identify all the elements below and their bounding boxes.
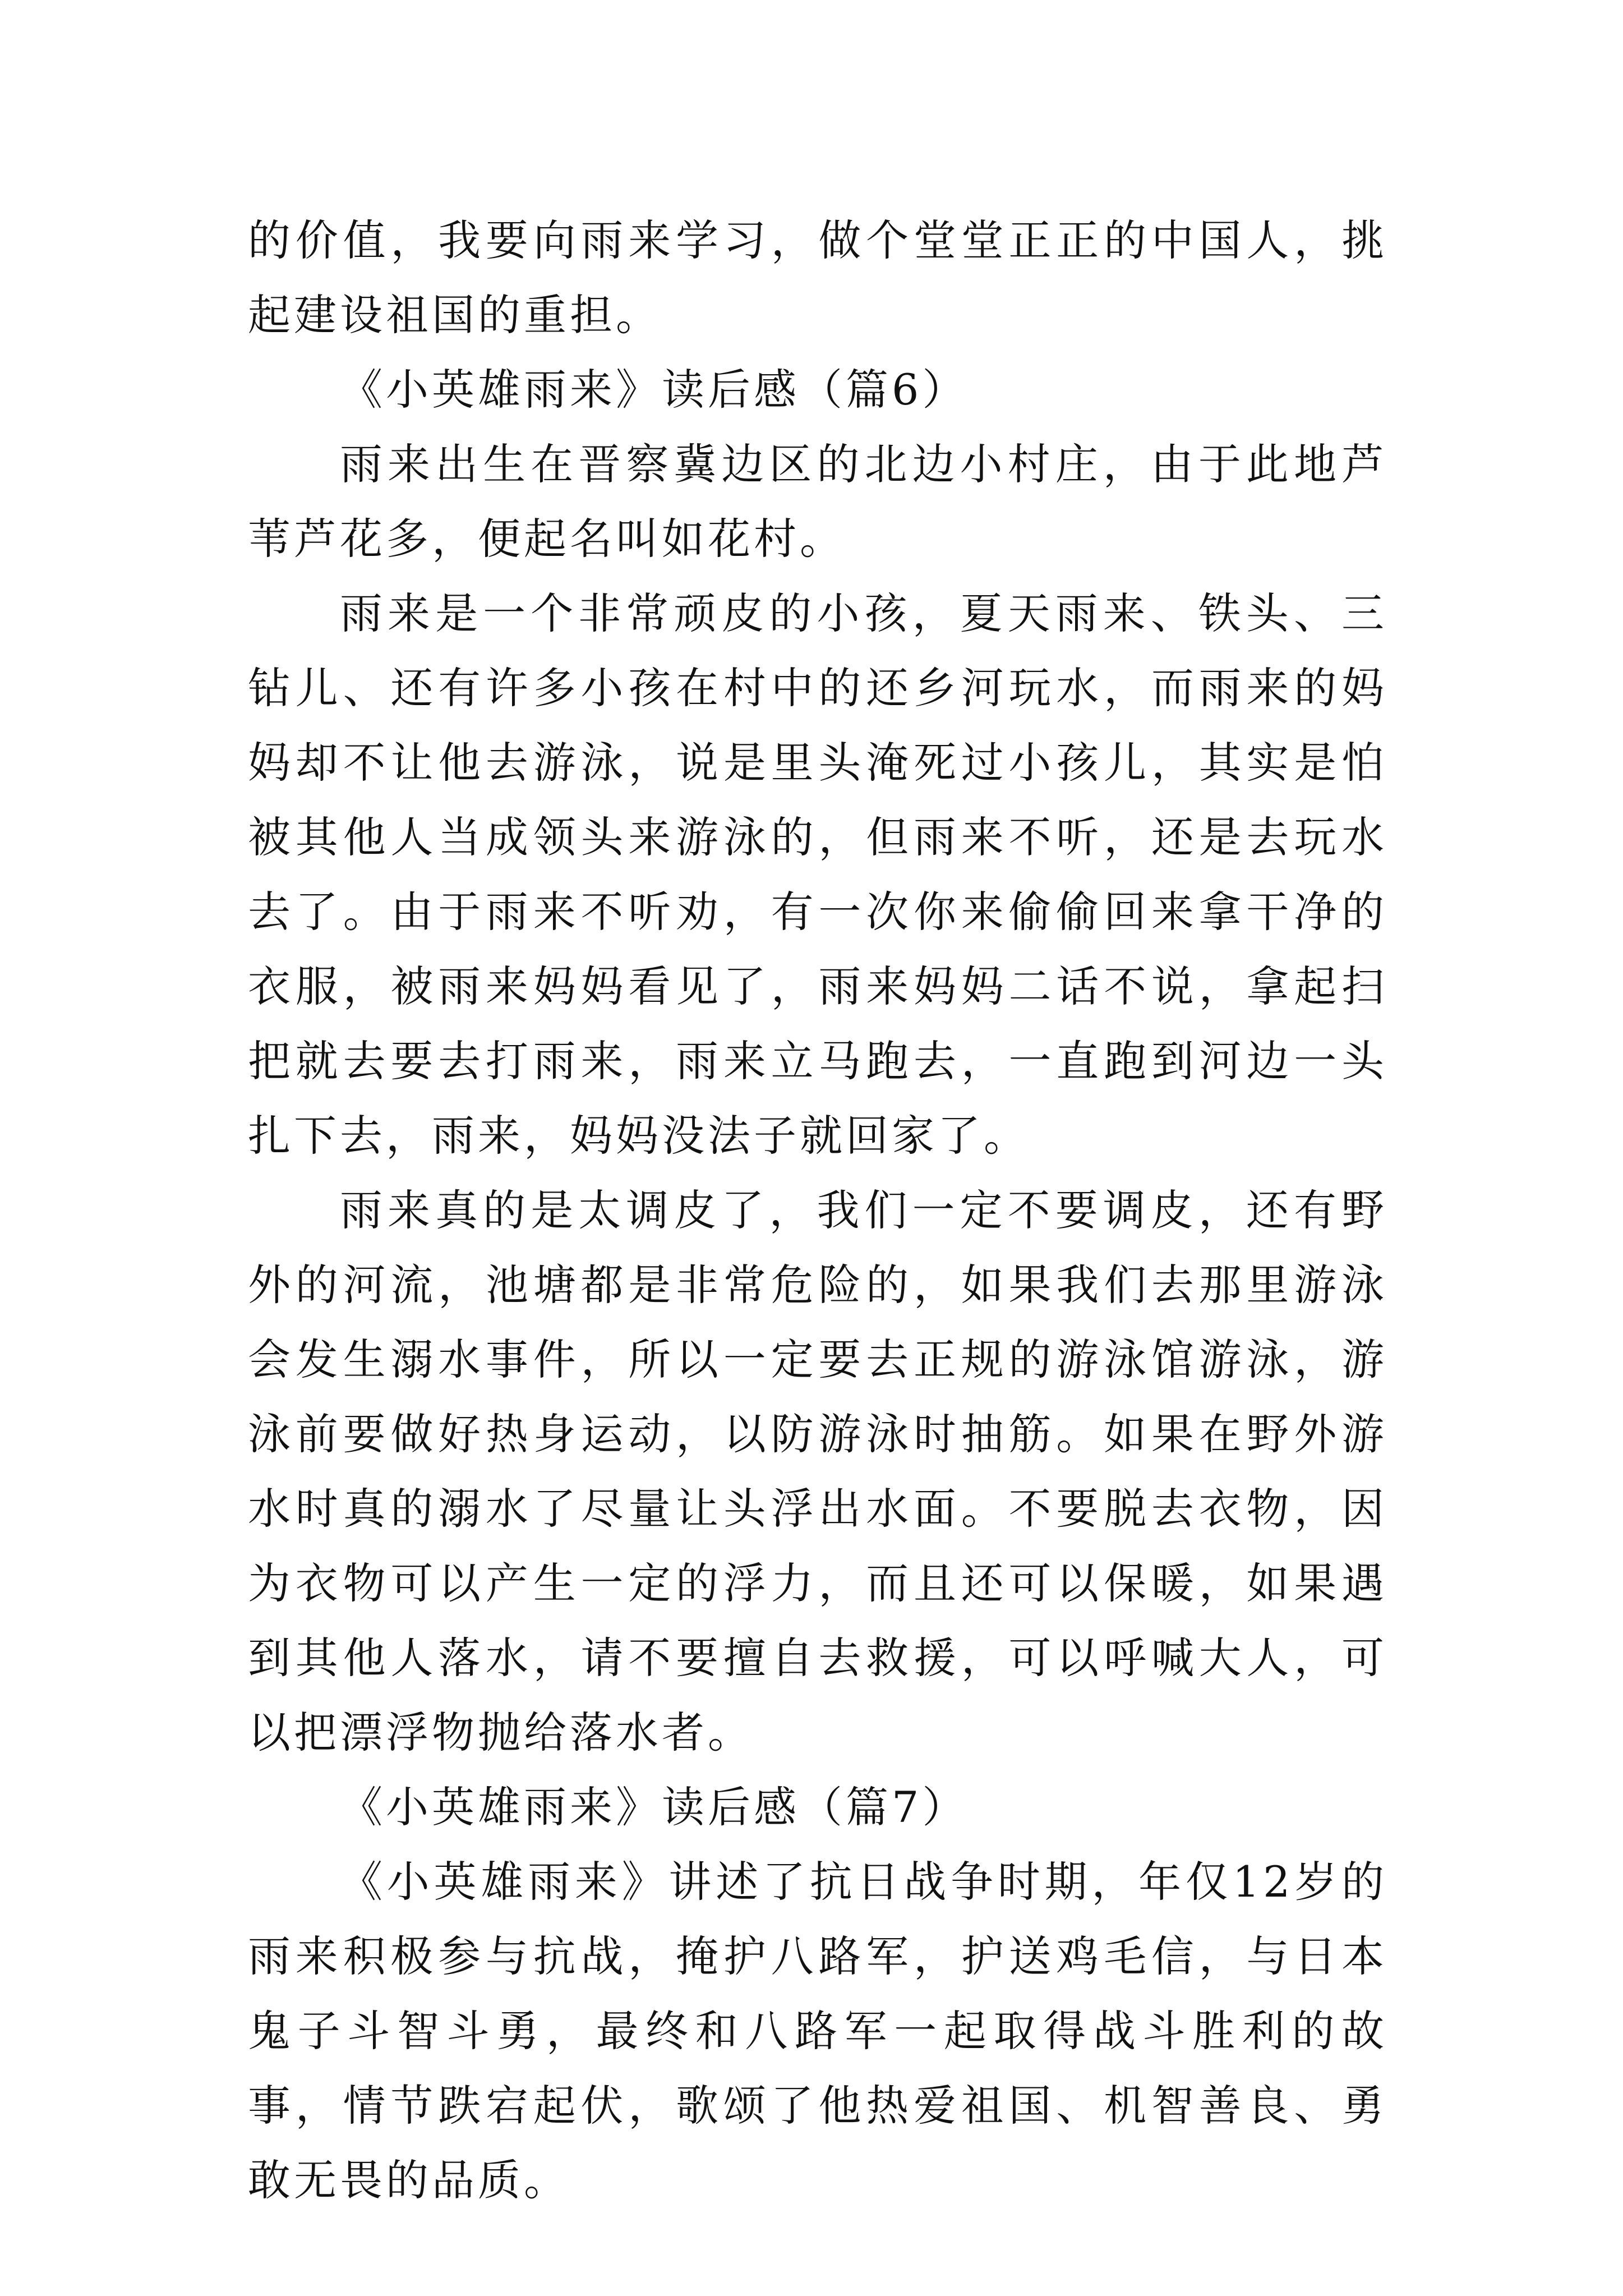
section-heading-6: 《小英雄雨来》读后感（篇6） [340, 365, 969, 415]
paragraph-summary: 《小英雄雨来》讲述了抗日战争时期，年仅12岁的雨来积极参与抗战，掩护八路军，护送鸡毛信，与日本鬼子斗智斗勇，最终和八路军一起取得战斗胜利的故事，情节跌宕起伏，歌颂了他热爱祖国、机智善良、勇敢无畏的品质。 [248, 1857, 1387, 2205]
paragraph-village: 雨来出生在晋察冀边区的北边小村庄，由于此地芦苇芦花多，便起名叫如花村。 [248, 439, 1387, 564]
paragraph-safety-advice: 雨来真的是太调皮了，我们一定不要调皮，还有野外的河流，池塘都是非常危险的，如果我们去那里游泳会发生溺水事件，所以一定要去正规的游泳馆游泳，游泳前要做好热身运动，以防游泳时抽筋。如果在野外游水时真的溺水了尽量让头浮出水面。不要脱去衣物，因为衣物可以产生一定的浮力，而且还可以保暖，如果遇到其他人落水，请不要擅自去救援，可以呼喊大人，可以把漂浮物抛给落水者。 [248, 1185, 1387, 1757]
section-heading-7: 《小英雄雨来》读后感（篇7） [340, 1782, 969, 1832]
paragraph-continuation: 的价值，我要向雨来学习，做个堂堂正正的中国人，挑起建设祖国的重担。 [248, 215, 1387, 340]
document-body [248, 203, 1387, 2217]
paragraph-swimming-story: 雨来是一个非常顽皮的小孩，夏天雨来、铁头、三钻儿、还有许多小孩在村中的还乡河玩水，而雨来的妈妈却不让他去游泳，说是里头淹死过小孩儿，其实是怕被其他人当成领头来游泳的，但雨来不听，还是去玩水去了。由于雨来不听劝，有一次你来偷偷回来拿干净的衣服，被雨来妈妈看见了，雨来妈妈二话不说，拿起扫把就去要去打雨来，雨来立马跑去，一直跑到河边一头扎下去，雨来，妈妈没法子就回家了。 [248, 588, 1387, 1161]
